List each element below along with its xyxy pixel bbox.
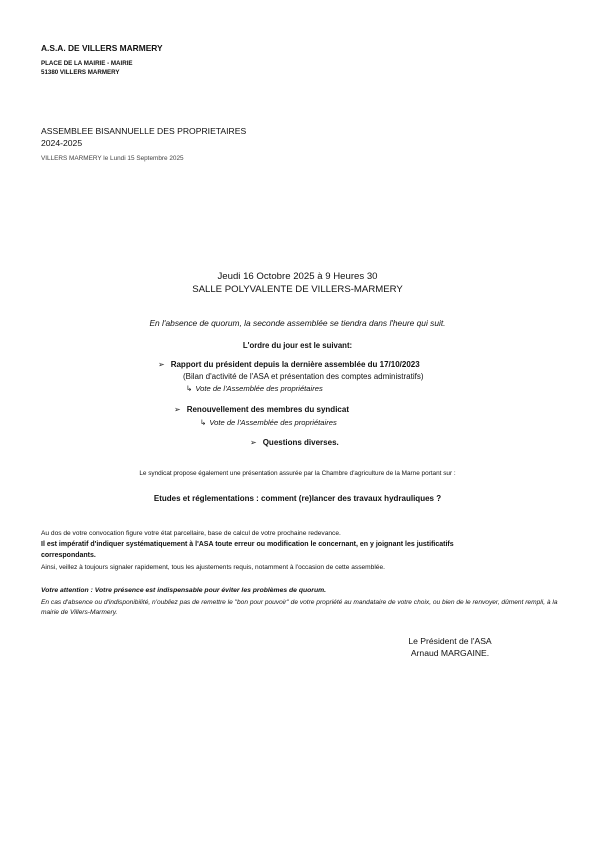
bullet-arrow-icon: ➢ [250,438,257,447]
meeting-place: SALLE POLYVALENTE DE VILLERS-MARMERY [192,284,403,295]
agenda-item-2-label: Renouvellement des membres du syndicat [186,405,349,414]
bullet-arrow-icon: ➢ [174,405,181,414]
agenda-title: L'ordre du jour est le suivant: [242,341,353,350]
agenda-item-1-vote-label: Vote de l'Assemblée des propriétaires [195,384,323,393]
assembly-title: ASSEMBLEE BISANNUELLE DES PROPRIETAIRES [41,126,247,136]
absence-note: En cas d'absence ou d'indisponibilité, n'oubliez pas de remettre le "bon pour pouvoir" de votre propriété au mandataire de votre choix, ou bien de le renvoyer, dûment rempli, à la mairie de Villers-Marmery. [41,599,558,616]
agenda-item-1-label: Rapport du président depuis la dernière assemblée du 17/10/2023 [170,360,420,369]
quorum-note: En l'absence de quorum, la seconde assemblée se tiendra dans l'heure qui suit. [149,318,446,328]
signature-name: Arnaud MARGAINE. [410,648,490,658]
agenda-item-1 [158,360,420,369]
body-paragraph-1: Au dos de votre convocation figure votre état parcellaire, base de calcul de votre prochaine redevance. [41,530,341,537]
agenda-item-2-vote-label: Vote de l'Assemblée des propriétaires [209,418,337,427]
address-line-1: PLACE DE LA MAIRIE - MAIRIE [41,60,133,67]
assembly-years: 2024-2025 [41,138,83,148]
signature-title: Le Président de l'ASA [408,636,492,646]
agenda-item-1-subtitle: (Bilan d'activité de l'ASA et présentation des comptes administratifs) [183,372,424,381]
agenda-item-2 [174,405,349,414]
agenda-item-3 [250,438,339,447]
address-line-2: 51380 VILLERS MARMERY [41,69,120,76]
return-arrow-icon: ↳ [186,384,193,393]
organization-name: A.S.A. DE VILLERS MARMERY [41,43,163,53]
agenda-item-3-label: Questions diverses. [262,438,339,447]
attention-note: Votre attention : Votre présence est indispensable pour éviter les problèmes de quorum. [41,587,327,594]
body-paragraph-3: Ainsi, veillez à toujours signaler rapidement, tous les ajustements requis, notamment à l'occasion de cette assemblée. [41,564,385,571]
body-paragraph-2-line-1: Il est impératif d'indiquer systématiquement à l'ASA toute erreur ou modification le concernant, en y joignant les justificatifs [41,541,454,548]
bullet-arrow-icon: ➢ [158,360,165,369]
presentation-text: Le syndicat propose également une présentation assurée par la Chambre d'agriculture de la Marne portant sur : [139,470,456,477]
meeting-datetime: Jeudi 16 Octobre 2025 à 9 Heures 30 [217,271,378,282]
body-paragraph-2-line-2: correspondants. [41,552,96,559]
agenda-item-1-vote [186,384,323,393]
letter-date: VILLERS MARMERY le Lundi 15 Septembre 2025 [41,155,184,162]
presentation-topic: Etudes et réglementations : comment (re)lancer des travaux hydrauliques ? [153,494,442,503]
agenda-item-2-vote [200,418,337,427]
return-arrow-icon: ↳ [200,418,207,427]
